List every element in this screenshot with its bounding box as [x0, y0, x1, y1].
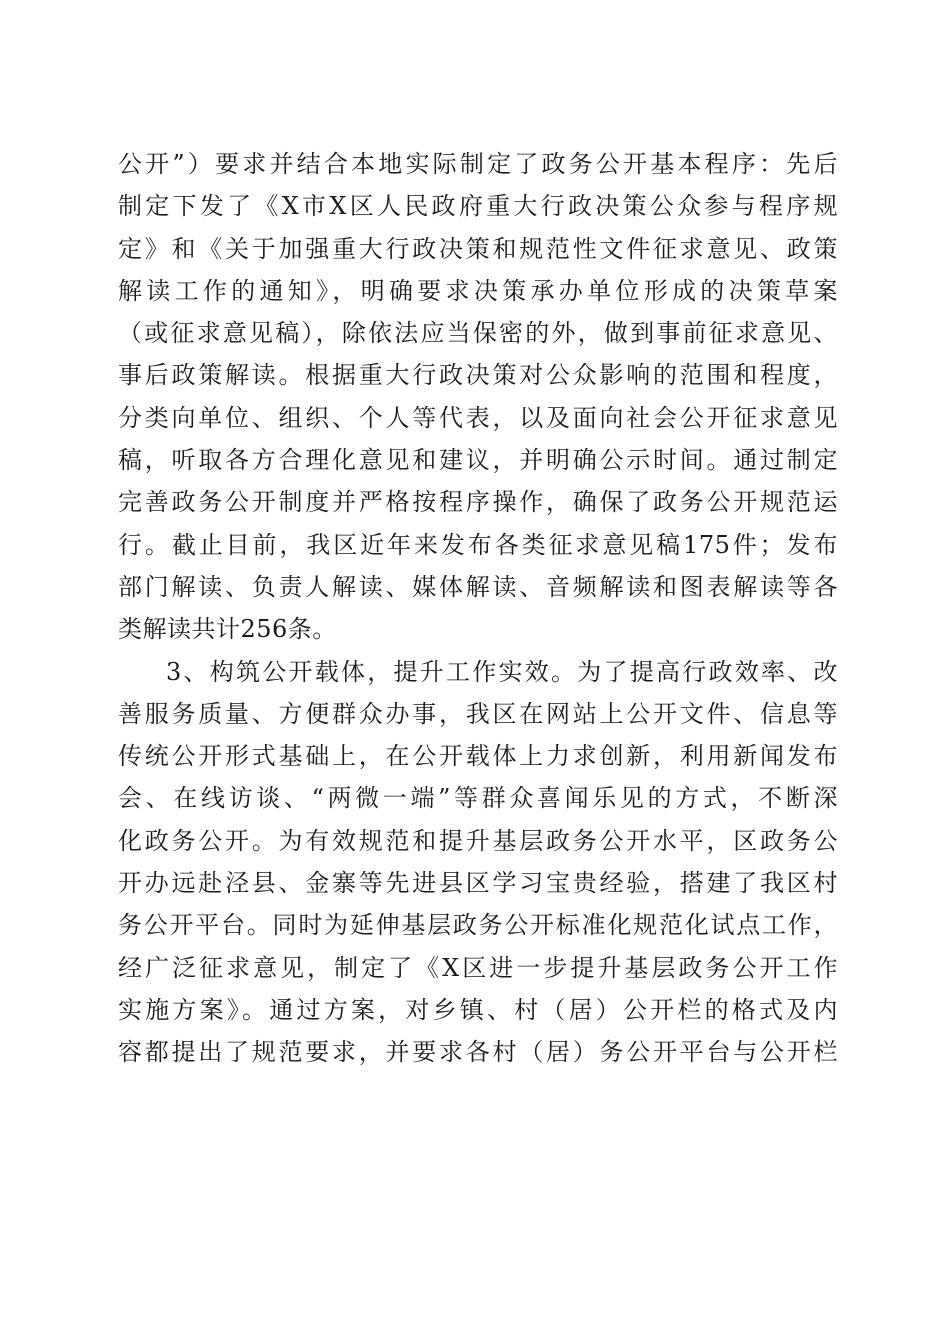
- text-line: 容都提出了规范要求，并要求各村（居）务公开平台与公开栏: [118, 1038, 838, 1067]
- text-line: 行。截止目前，我区近年来发布各类征求意见稿175件；发布: [118, 530, 838, 559]
- text-line: 务公开平台。同时为延伸基层政务公开标准化规范化试点工作，: [118, 911, 838, 940]
- text-line: 完善政务公开制度并严格按程序操作，确保了政务公开规范运: [118, 488, 838, 517]
- text-line: 定》和《关于加强重大行政决策和规范性文件征求意见、政策: [118, 234, 838, 263]
- text-line: （或征求意见稿），除依法应当保密的外，做到事前征求意见、: [118, 319, 838, 348]
- text-line: 解读工作的通知》，明确要求决策承办单位形成的决策草案: [118, 276, 838, 305]
- body-text: [118, 143, 838, 1074]
- text-line: 开办远赴泾县、金寨等先进县区学习宝贵经验，搭建了我区村: [118, 869, 838, 898]
- text-line: 事后政策解读。根据重大行政决策对公众影响的范围和程度，: [118, 361, 838, 390]
- text-line: 传统公开形式基础上，在公开载体上力求创新，利用新闻发布: [118, 742, 838, 771]
- text-line: 制定下发了《X市X区人民政府重大行政决策公众参与程序规: [118, 192, 838, 221]
- text-line: 化政务公开。为有效规范和提升基层政务公开水平，区政务公: [118, 826, 838, 855]
- text-line: 分类向单位、组织、个人等代表，以及面向社会公开征求意见: [118, 403, 838, 432]
- text-line: 部门解读、负责人解读、媒体解读、音频解读和图表解读等各: [118, 572, 838, 601]
- text-line: 善服务质量、方便群众办事，我区在网站上公开文件、信息等: [118, 699, 838, 728]
- text-line: 稿，听取各方合理化意见和建议，并明确公示时间。通过制定: [118, 446, 838, 475]
- text-line: 实施方案》。通过方案，对乡镇、村（居）公开栏的格式及内: [118, 995, 838, 1024]
- text-line: 会、在线访谈、“两微一端”等群众喜闻乐见的方式，不断深: [118, 784, 838, 813]
- text-line: 经广泛征求意见，制定了《X区进一步提升基层政务公开工作: [118, 953, 838, 982]
- text-line: 类解读共计256条。: [118, 615, 337, 644]
- section-heading-line: 3、构筑公开载体，提升工作实效。为了提高行政效率、改: [166, 657, 838, 686]
- text-line: 公开”）要求并结合本地实际制定了政务公开基本程序：先后: [118, 150, 838, 178]
